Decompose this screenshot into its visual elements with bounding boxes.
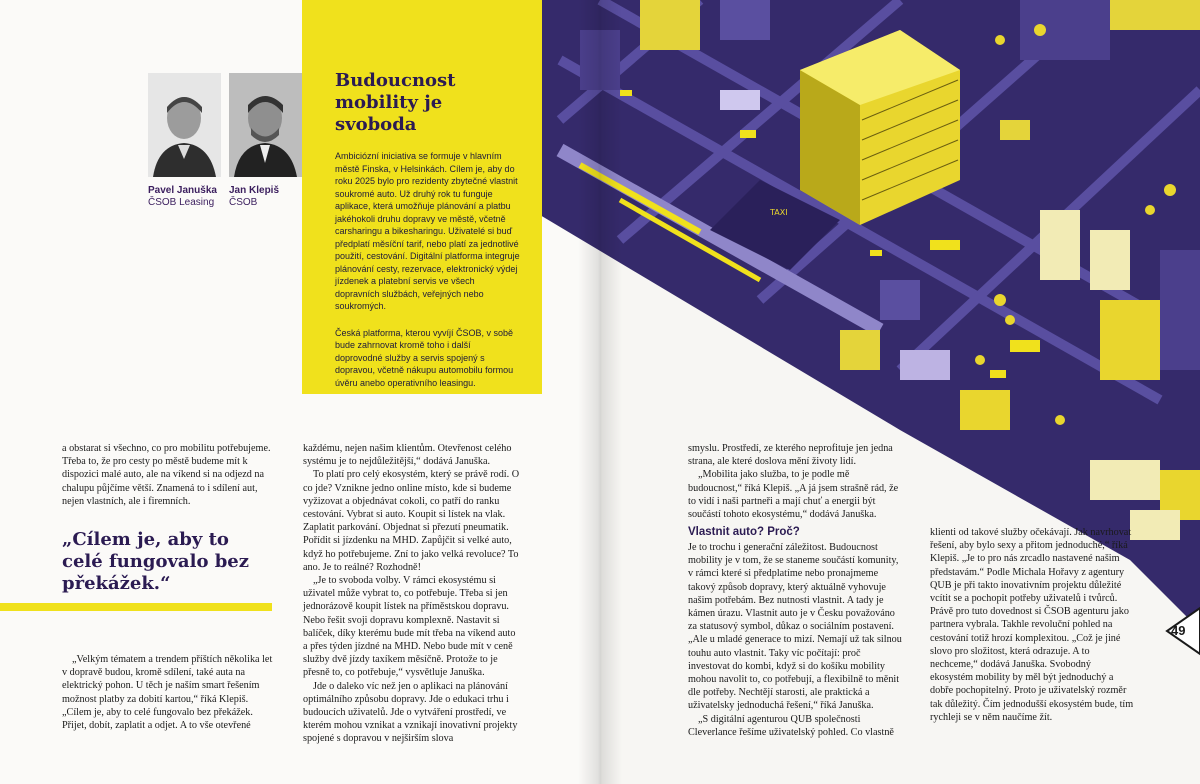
pull-quote: „Cílem je, aby to celé fungovalo bez překážek.“ bbox=[62, 529, 249, 594]
caption-pavel bbox=[148, 185, 217, 209]
portrait-jan-klepis bbox=[229, 73, 302, 177]
right-column-2 bbox=[930, 526, 1135, 724]
taxi-sign: TAXI bbox=[770, 208, 788, 217]
right-column-1-top bbox=[688, 442, 904, 521]
sidebar-box bbox=[302, 0, 542, 394]
paragraph: každému, nejen našim klientům. Otevřenost celého systému je to nejdůležitější,“ dodává Januška. bbox=[303, 443, 512, 468]
sidebar-paragraph-2: Česká platforma, kterou vyvíjí ČSOB, v sobě bude zahrnovat kromě toho i další doprovodné služby a servis spojený s dopravou, včetně nákupu automobilu formou úvěru anebo operativního leasingu. bbox=[335, 327, 514, 388]
paragraph: Je to trochu i generační záležitost. Budoucnost mobility je v tom, že se staneme součástí komunity, v rámci které si předplatíme nebo pronajmeme takový způsob dopravy, který aktuálně vyhovuje našim potřebám. Bez nutnosti vlastnit. A tady je kámen úrazu. Vlastnit auto je v Česku považováno za statusový symbol, důkaz o sociálním postavení. „Ale u mladé generace to mizí. Nemají už tak silnou touhu auto vlastnit. Taky víc počítají: proč investovat do kombi, když si do košíku mobility mohou navolit to, co potřebují, a flexibilně to měnit dle potřeby. Nechtějí starosti, ale praktická a uživatelsky jednoduchá řešení,“ říká Januška. bbox=[688, 542, 902, 712]
paragraph: To platí pro celý ekosystém, který se právě rodí. O co jde? Vznikne jedno online místo, kde si budeme vyžizovat a objednávat cokoli, co patří do ranku cestování. Vybrat si auto. Koupit si lístek na vlak. Zaplatit parkování. Objednat si přezutí pneumatik. Pořídit si jízdenku na MHD. Zapůjčit si velké auto, když ho potřebujeme. Zní to jako velká revoluce? To ano. Je to reálné? Rozhodně! bbox=[303, 469, 520, 573]
pull-quote-rule bbox=[0, 603, 272, 611]
paragraph: a obstarat si všechno, co pro mobilitu potřebujeme. Třeba to, že pro cesty po městě budeme mít k dispozici malé auto, ale na víkend si na odjezd na chalupu půjčíme větší. Znamená to i sdílení aut, nejen vlastních, ale i firemních. bbox=[62, 443, 271, 507]
subheading: Vlastnit auto? Proč? bbox=[688, 526, 800, 538]
right-column-1-bottom bbox=[688, 541, 904, 739]
sidebar-paragraph-1: Ambiciózní iniciativa se formuje v hlavním městě Finska, v Helsinkách. Cílem je, aby do roku 2025 bylo pro rezidenty zbytečné vlastnit soukromé auto. Už druhý rok tu funguje aplikace, která umožňuje plánování a platbu jakéhokoli druhu dopravy ve městě, včetně carsharingu a bikesharingu. Uživatelé si buď předplatí měsíční tarif, nebo platí za jednotlivé použití, cestování. Digitální platforma integruje plánování cesty, rezervace, elektronický výdej jízdenek a platební servis ve všech dopravních službách, veřejných nebo soukromých. bbox=[335, 151, 520, 311]
person-company: ČSOB Leasing bbox=[148, 197, 215, 208]
sidebar-title-line2: mobility je svoboda bbox=[335, 92, 443, 135]
left-column-1-bottom bbox=[62, 653, 277, 732]
caption-jan bbox=[229, 185, 279, 209]
person-name: Jan Klepiš bbox=[229, 185, 280, 196]
sidebar-title bbox=[335, 70, 520, 136]
paragraph: Jde o daleko víc než jen o aplikaci na plánování optimálního způsobu dopravy. Jde o edukaci trhu i budoucích uživatelů. Jde o vytváření prostředí, ve kterém mohou vznikat a vznikají inovativní projekty spojené s dopravou v nejširším slova bbox=[303, 680, 518, 745]
page-number-badge bbox=[1165, 606, 1200, 656]
sidebar-title-line1: Budoucnost bbox=[335, 70, 456, 91]
person-name: Pavel Januška bbox=[148, 185, 217, 196]
paragraph: „Mobilita jako služba, to je podle mě budoucnost,“ říká Klepiš. „A já jsem strašně rád, že to vidí i naši partneři a mají chuť a energii být součástí tohoto ekosystému,“ dodává Januška. bbox=[688, 469, 899, 521]
person-company: ČSOB bbox=[229, 197, 258, 208]
paragraph: „Je to svoboda volby. V rámci ekosystému si uživatel může vybrat to, co potřebuje. Třeba si jen jednorázově koupit lístek na příměstskou dopravu. Nebo řešit svoji dopravu komplexně. Nastavit si balíček, díky kterému bude mít třeba na víkend auto a přes týden jízdné na MHD. Nebo bude mít v ceně služby dvě jízdy taxíkem měsíčně. Protože to je přesně to, co potřebuje,“ vysvětluje Januška. bbox=[303, 575, 516, 679]
left-column-2 bbox=[303, 442, 521, 746]
portrait-pavel-januska bbox=[148, 73, 221, 177]
left-column-1-top bbox=[62, 442, 277, 508]
paragraph: smyslu. Prostředí, ze kterého neprofituje jen jedna strana, ale které doslova mění životy lidí. bbox=[688, 443, 893, 468]
paragraph: klienti od takové služby očekávají. Jak navrhovat řešení, aby bylo sexy a přitom jednoduché,“ říká Klepiš. „Je to pro nás zrcadlo nastavené našim představám.“ Podle Michala Hořavy z agentury QUB je při takto inovativním projektu důležité vcítit se a pochopit potřeby uživatelů i tvůrců. Právě pro tuto dovednost si ČSOB agenturu jako partnera vybrala. Takhle revoluční pohled na cestování totiž hrozí komplexitou. „Což je jiné slovo pro složitost, která odrazuje. A to nechceme,“ dodává Januška. Svobodný ekosystém mobility by měl být jednoduchý a dobře pochopitelný. Proto je uživatelský rozměr tak důležitý. Čím jednodušší ekosystém bude, tím rychleji se v něm naučíme žít. bbox=[930, 527, 1134, 723]
book-gutter bbox=[578, 0, 622, 784]
paragraph: „S digitální agenturou QUB společnosti Cleverlance řešíme uživatelský pohled. Co vlastně bbox=[688, 713, 894, 738]
paragraph: „Velkým tématem a trendem příštích několika let v dopravě budou, kromě sdílení, také auta na elektrický pohon. U těch je naším smart řešením možnost platby za dobití kartou,“ říká Klepiš. „Cílem je, aby to celé fungovalo bez překážek. Přijet, dobít, zaplatit a odjet. A to vše otevřené bbox=[62, 654, 273, 732]
page-number: 49 bbox=[1171, 623, 1186, 638]
